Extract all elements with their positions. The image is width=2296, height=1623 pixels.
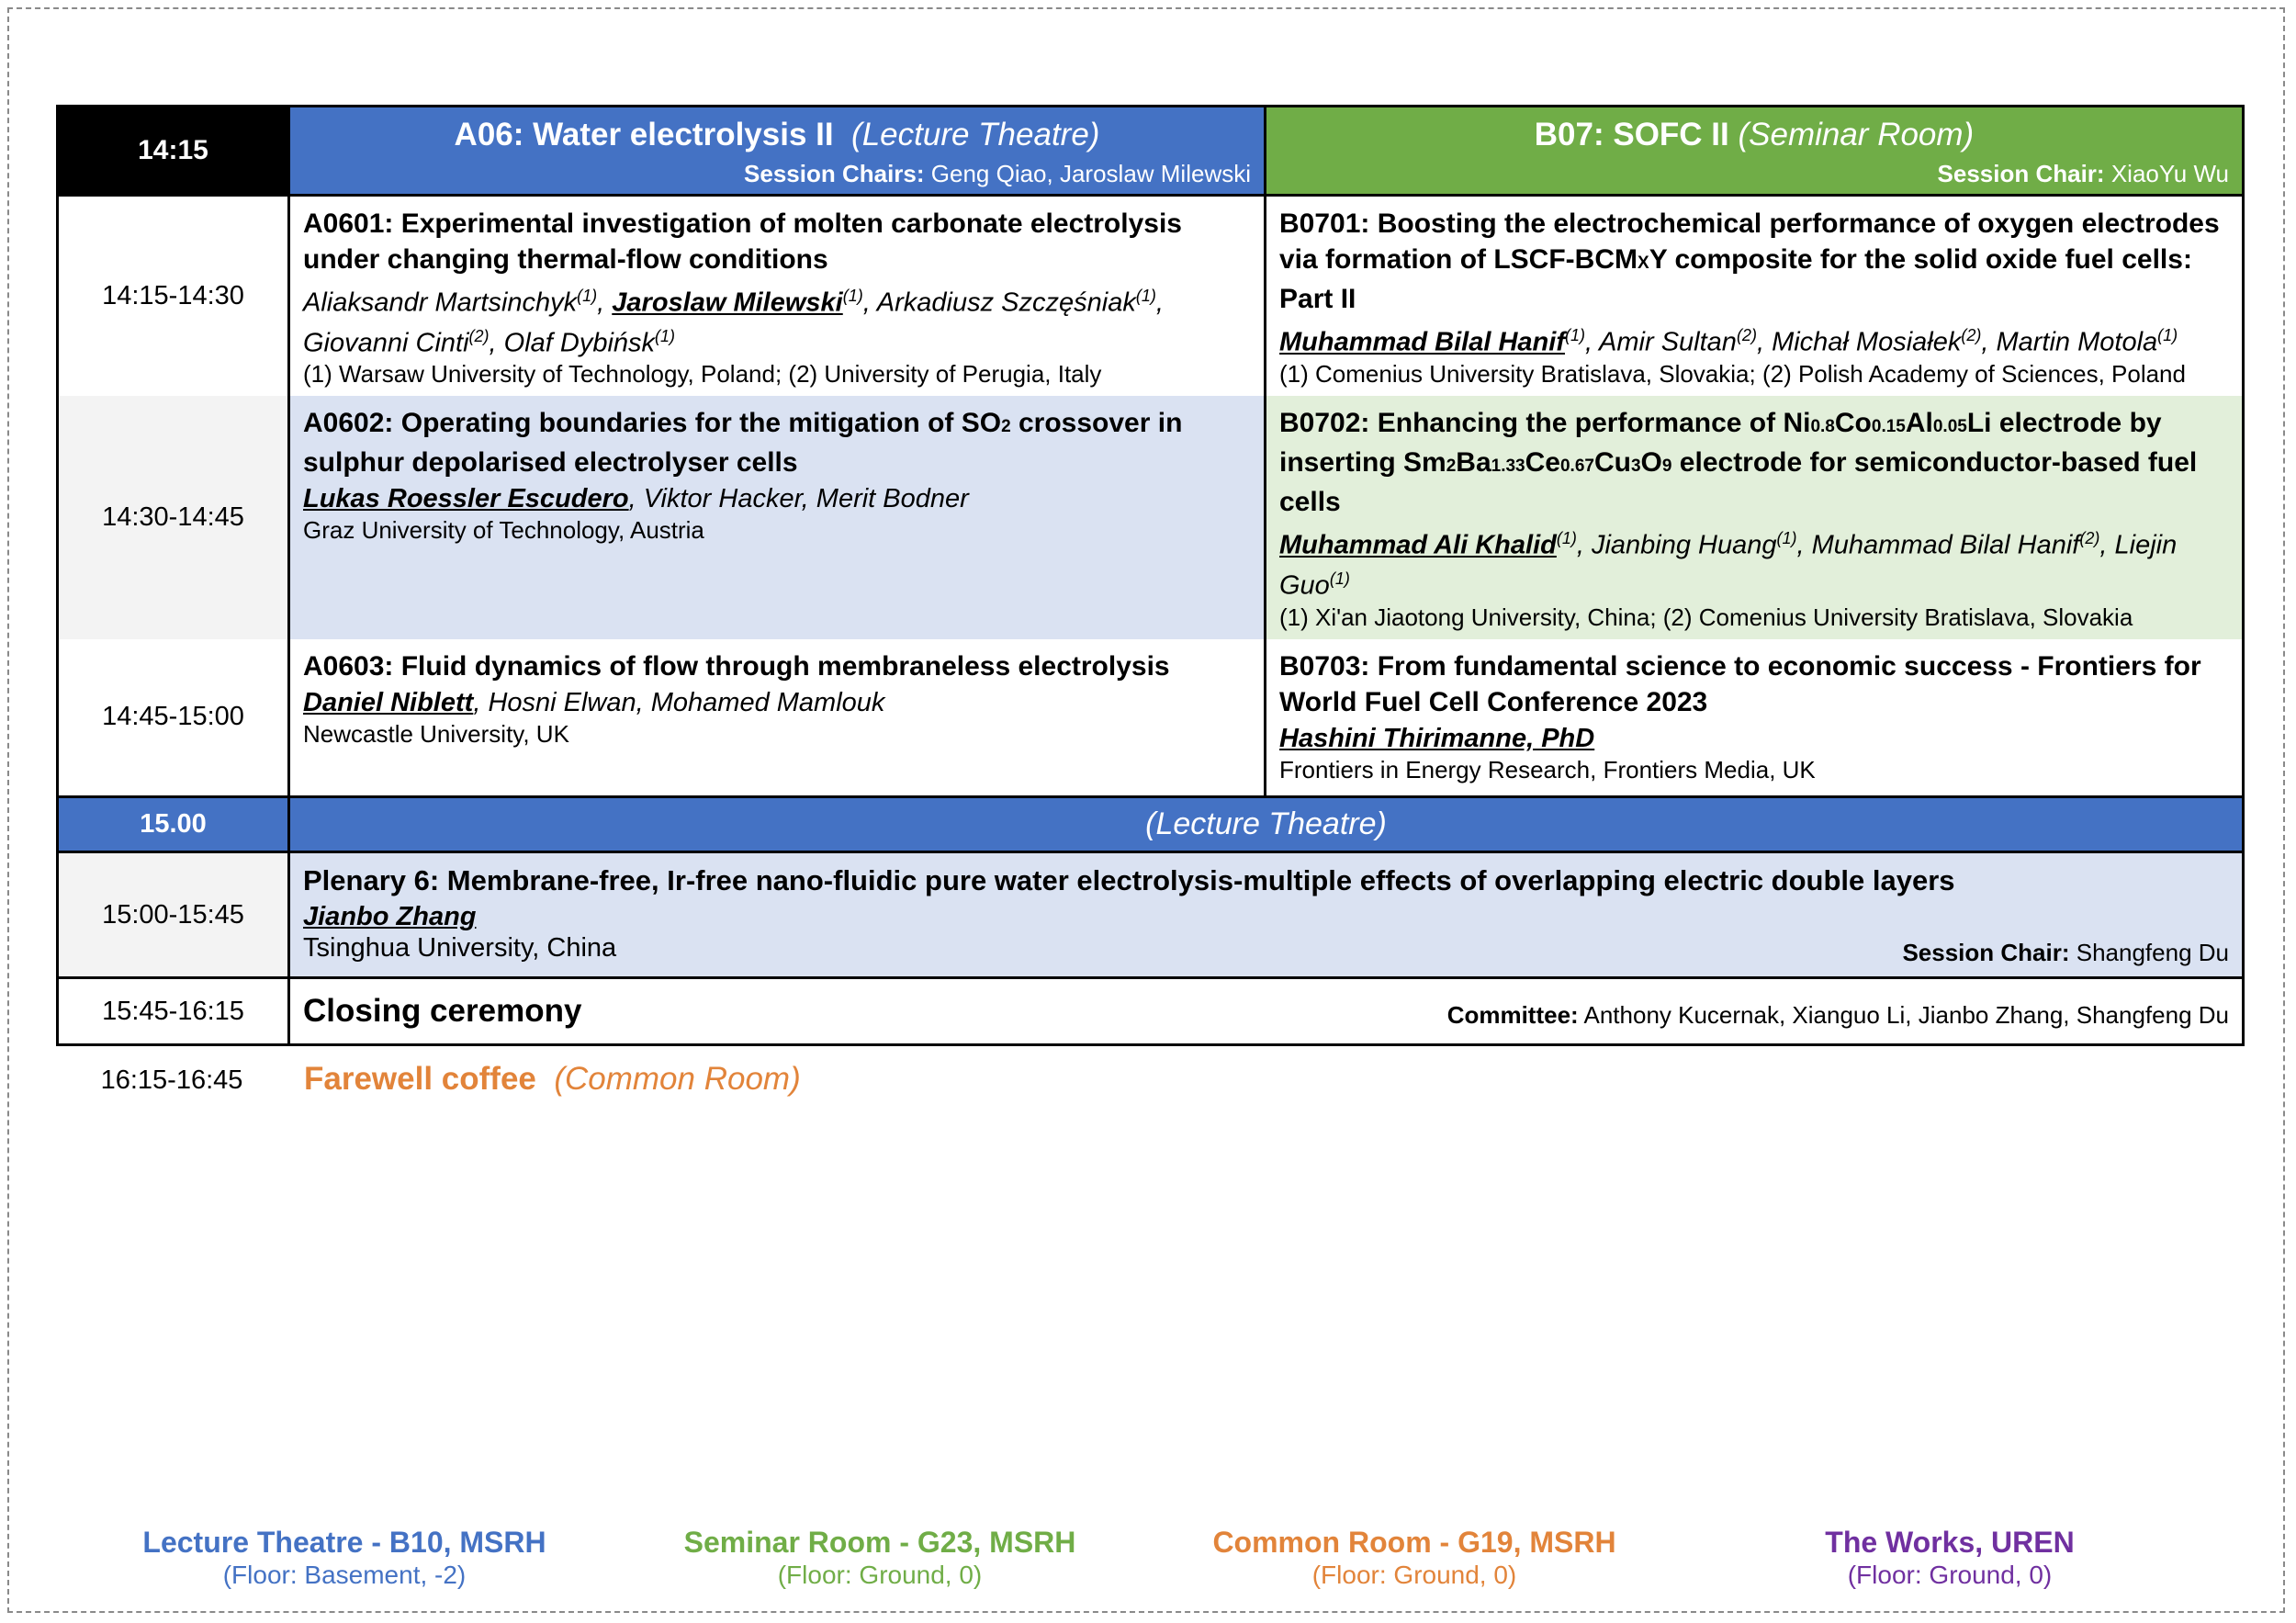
talk-row-2 <box>58 396 2244 638</box>
legend-lecture-theatre <box>106 1525 583 1591</box>
legend-seminar-room-name: Seminar Room - G23, MSRH <box>683 1526 1076 1559</box>
header-time: 14:15 <box>58 107 289 196</box>
closing-row <box>58 978 2244 1045</box>
talk-a0601-affiliation: (1) Warsaw University of Technology, Poland; (2) University of Perugia, Italy <box>303 360 1102 389</box>
farewell-coffee <box>304 1061 801 1098</box>
farewell-time: 16:15-16:45 <box>100 1065 243 1095</box>
talk-a0603-title: A0603: Fluid dynamics of flow through membraneless electrolysis <box>303 650 1170 682</box>
talk-row-1 <box>58 196 2244 397</box>
presenter: Daniel Niblett <box>303 687 474 717</box>
committee-names: Anthony Kucernak, Xianguo Li, Jianbo Zhang, Shangfeng Du <box>1583 1001 2229 1030</box>
legend-seminar-room <box>641 1525 1119 1591</box>
closing-title: Closing ceremony <box>303 993 582 1030</box>
talk-a0601-title: A0601: Experimental investigation of molten carbonate electrolysis under changing thermal-flow conditions <box>303 209 1182 275</box>
talk-a0602-affiliation: Graz University of Technology, Austria <box>303 516 704 545</box>
committee-label: Committee: <box>1446 1001 1579 1030</box>
session-a-title: A06: Water electrolysis II <box>454 117 834 152</box>
plenary-time: 15:00-15:45 <box>58 852 289 978</box>
legend-lecture-theatre-floor: (Floor: Basement, -2) <box>222 1561 467 1589</box>
talk-a0602-title: A0602: Operating boundaries for the mitigation of SO2 crossover in sulphur depolarised electrolyser cells <box>303 408 1183 479</box>
legend-the-works <box>1711 1525 2189 1591</box>
talk-b0703-title: B0703: From fundamental science to economic success - Frontiers for World Fuel Cell Conference 2023 <box>1279 650 2201 717</box>
row-1-time: 14:15-14:30 <box>58 196 289 397</box>
legend-seminar-room-floor: (Floor: Ground, 0) <box>777 1561 983 1589</box>
talk-b0701-title: B0701: Boosting the electrochemical performance of oxygen electrodes via formation of LSCF-BCMXY composite for the solid oxide fuel cells: Part II <box>1279 209 2220 314</box>
talk-a0602-authors: Lukas Roessler Escudero, Viktor Hacker, Merit Bodner <box>303 484 969 514</box>
legend-the-works-name: The Works, UREN <box>1825 1526 2075 1559</box>
lecture-bar-label-cell <box>289 797 2244 852</box>
plenary-chair <box>1902 939 2229 967</box>
plenary-speaker-line <box>303 900 2229 933</box>
talk-b0701 <box>1266 196 2244 397</box>
session-a-header <box>289 107 1266 196</box>
session-b-title-line <box>1266 107 2242 153</box>
talk-b0702-affiliation: (1) Xi'an Jiaotong University, China; (2) Comenius University Bratislava, Slovakia <box>1279 603 2133 631</box>
plenary-chair-label: Session Chair: <box>1902 939 2070 967</box>
presenter: Muhammad Ali Khalid <box>1279 530 1557 560</box>
row-2-time: 14:30-14:45 <box>58 396 289 638</box>
talk-b0701-affiliation: (1) Comenius University Bratislava, Slovakia; (2) Polish Academy of Sciences, Poland <box>1279 359 2186 388</box>
lecture-theatre-bar <box>58 797 2244 852</box>
lecture-bar-label: (Lecture Theatre) <box>1145 806 1387 842</box>
plenary-cell <box>289 852 2244 978</box>
session-a-chair-label: Session Chairs: <box>744 160 925 187</box>
session-header-row <box>58 107 2244 196</box>
closing-committee <box>1447 1001 2229 1030</box>
talk-a0602 <box>289 396 1266 638</box>
session-b-chair-names: XiaoYu Wu <box>2110 160 2229 187</box>
talk-a0603-authors: Daniel Niblett, Hosni Elwan, Mohamed Mamlouk <box>303 687 885 717</box>
row-3-time: 14:45-15:00 <box>58 639 289 797</box>
presenter: Muhammad Bilal Hanif <box>1279 327 1565 357</box>
farewell-room: (Common Room) <box>554 1061 801 1097</box>
presenter: Jaroslaw Milewski <box>612 287 843 318</box>
session-b-header <box>1266 107 2244 196</box>
session-a-chair-names: Geng Qiao, Jaroslaw Milewski <box>930 160 1251 187</box>
talk-b0702-title: B0702: Enhancing the performance of Ni0.8Co0.15Al0.05Li electrode by inserting Sm2Ba1.33Ce0.67Cu3O9 electrode for semiconductor-based fuel cells <box>1279 408 2198 518</box>
closing-time: 15:45-16:15 <box>58 978 289 1045</box>
plenary-affiliation: Tsinghua University, China <box>303 933 617 964</box>
session-b-chair-label: Session Chair: <box>1937 160 2105 187</box>
talk-a0601 <box>289 196 1266 397</box>
session-a-title-line <box>290 107 1264 153</box>
talk-b0702-authors: Muhammad Ali Khalid$^{(1)}$, Jianbing Huang$^{(1)}$, Muhammad Bilal Hanif$^{(2)}$, Liejin Guo$^{(1)}$ <box>1279 529 2178 601</box>
legend-common-room-floor: (Floor: Ground, 0) <box>1311 1561 1517 1589</box>
talk-b0702 <box>1266 396 2244 638</box>
legend-lecture-theatre-name: Lecture Theatre - B10, MSRH <box>142 1526 546 1559</box>
plenary-title: Plenary 6: Membrane-free, Ir-free nano-fluidic pure water electrolysis-multiple effects of overlapping electric double layers <box>303 864 1955 897</box>
session-a-chairs <box>744 160 1251 188</box>
presenter: Hashini Thirimanne, PhD <box>1279 723 1595 753</box>
talk-a0603-affiliation: Newcastle University, UK <box>303 719 569 748</box>
plenary-row <box>58 852 2244 978</box>
lecture-bar-time: 15.00 <box>58 797 289 852</box>
talk-a0601-authors: Aliaksandr Martsinchyk$^{(1)}$, Jaroslaw Milewski$^{(1)}$, Arkadiusz Szczęśniak$^{(1)}$, Giovanni Cinti$^{(2)}$, Olaf Dybińsk$^{(1)}$ <box>303 287 1164 358</box>
plenary-chair-name: Shangfeng Du <box>2076 939 2229 967</box>
schedule-table <box>56 105 2245 1046</box>
legend-common-room <box>1176 1525 1653 1591</box>
legend-the-works-floor: (Floor: Ground, 0) <box>1847 1561 2053 1589</box>
session-b-chairs <box>1938 160 2229 188</box>
talk-b0703-affiliation: Frontiers in Energy Research, Frontiers Media, UK <box>1279 755 1816 783</box>
talk-a0603 <box>289 639 1266 797</box>
farewell-title: Farewell coffee <box>304 1061 536 1097</box>
plenary-speaker: Jianbo Zhang <box>303 902 477 932</box>
session-b-title: B07: SOFC II <box>1534 117 1729 152</box>
talk-row-3 <box>58 639 2244 797</box>
closing-cell <box>289 978 2244 1045</box>
talk-b0703-authors <box>1279 722 2229 755</box>
session-b-room: (Seminar Room) <box>1738 117 1975 152</box>
legend-common-room-name: Common Room - G19, MSRH <box>1212 1526 1616 1559</box>
talk-b0703 <box>1266 639 2244 797</box>
talk-b0701-authors: Muhammad Bilal Hanif$^{(1)}$, Amir Sultan$^{(2)}$, Michał Mosiałek$^{(2)}$, Martin Motola$^{(1)}$ <box>1279 326 2178 357</box>
session-a-room: (Lecture Theatre) <box>851 117 1100 152</box>
presenter: Lukas Roessler Escudero <box>303 484 629 514</box>
